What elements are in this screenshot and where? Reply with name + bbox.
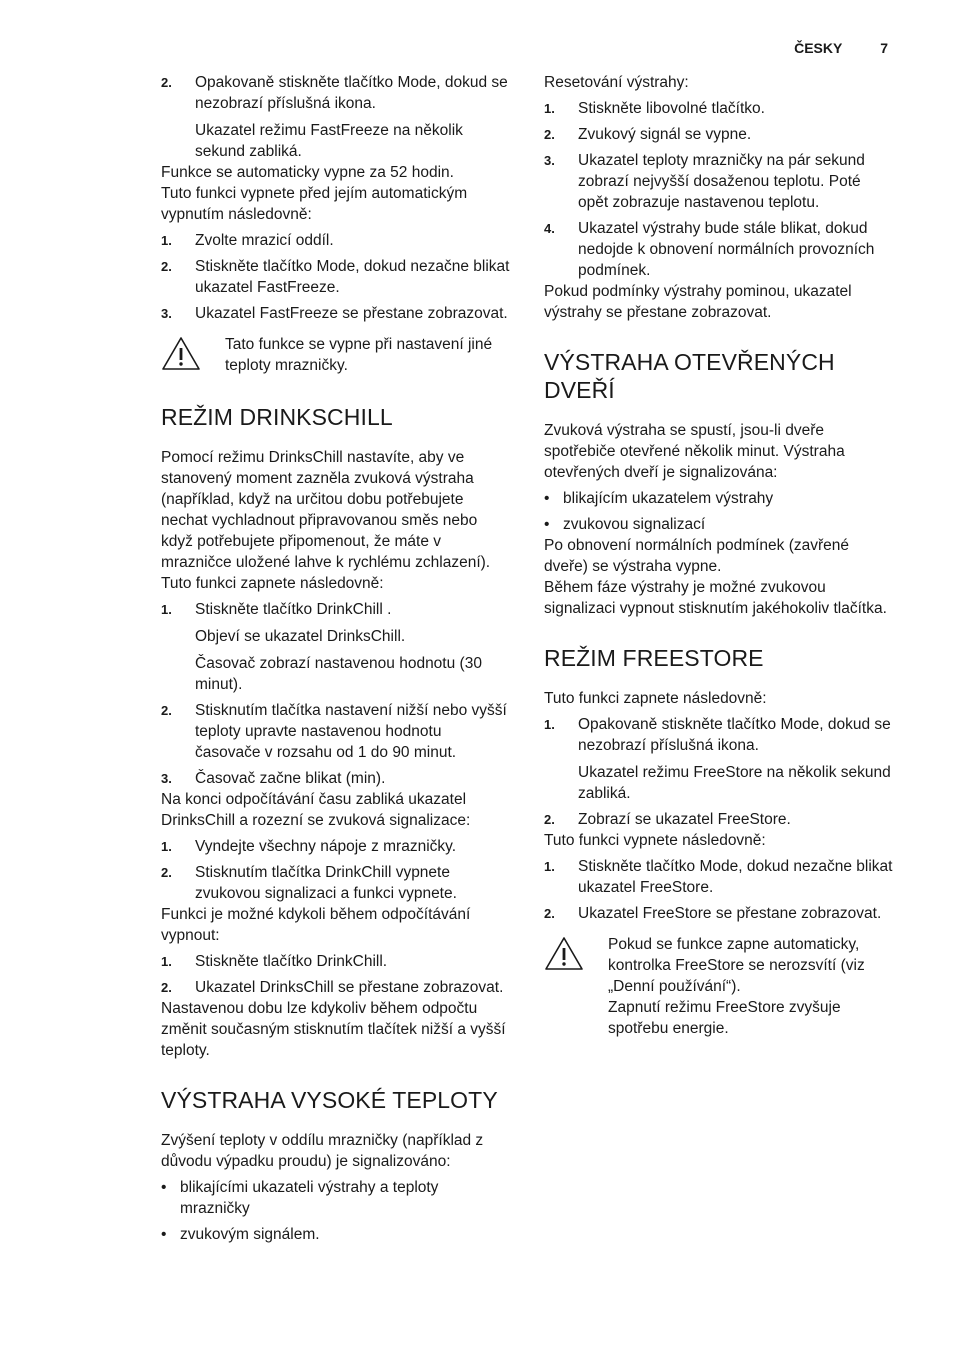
step-text: Opakovaně stiskněte tlačítko Mode, dokud se nezobrazí příslušná ikona. xyxy=(195,74,508,112)
section-title: VÝSTRAHA VYSOKÉ TEPLOTY xyxy=(161,1087,498,1113)
bullet-item xyxy=(161,1224,511,1245)
paragraph: Funkce se automaticky vypne za 52 hodin. xyxy=(161,164,454,181)
paragraph: Funkci je možné kdykoli během odpočítávání vypnout: xyxy=(161,906,471,944)
step-text: Vyndejte všechny nápoje z mrazničky. xyxy=(195,838,457,855)
paragraph: Pokud podmínky výstrahy pominou, ukazatel výstrahy se přestane zobrazovat. xyxy=(544,283,852,321)
warning-text: Tato funkce se vypne při nastavení jiné teploty mrazničky. xyxy=(225,336,493,374)
step-text: Stiskněte tlačítko Mode, dokud nezačne blikat ukazatel FastFreeze. xyxy=(195,258,510,296)
paragraph: Tuto funkci vypnete před jejím automatickým vypnutím následovně: xyxy=(161,185,468,223)
step-note: Časovač zobrazí nastavenou hodnotu (30 minut). xyxy=(195,655,482,693)
step-text: Stiskněte tlačítko DrinkChill . xyxy=(195,601,392,618)
bullet-item xyxy=(544,488,894,509)
warning-body xyxy=(608,934,894,1039)
list-item xyxy=(161,303,511,324)
step-number: 3. xyxy=(161,771,172,786)
step-text: Ukazatel výstrahy bude stále blikat, dokud nedojde k obnovení normálních provozních podmínek. xyxy=(578,220,875,279)
step-number: 1. xyxy=(161,954,172,969)
step-number: 4. xyxy=(544,221,555,236)
warning-icon xyxy=(161,334,225,378)
list-item xyxy=(544,218,894,281)
paragraph: Tuto funkci zapnete následovně: xyxy=(161,575,384,592)
warning-text: Zapnutí režimu FreeStore zvyšuje spotřebu energie. xyxy=(608,999,841,1037)
step-note: Objeví se ukazatel DrinksChill. xyxy=(195,628,406,645)
step-number: 3. xyxy=(544,153,555,168)
step-text: Zvolte mrazicí oddíl. xyxy=(195,232,334,249)
list-item xyxy=(161,700,511,763)
paragraph: Nastavenou dobu lze kdykoliv během odpočtu změnit současným stisknutím tlačítek nižší a vyšší teploty. xyxy=(161,1000,506,1059)
step-number: 1. xyxy=(544,717,555,732)
step-number: 1. xyxy=(544,101,555,116)
list-item xyxy=(544,809,894,830)
step-note: Ukazatel režimu FastFreeze na několik sekund zabliká. xyxy=(195,122,463,160)
step-text: Ukazatel DrinksChill se přestane zobrazovat. xyxy=(195,979,504,996)
step-text: Stiskněte tlačítko DrinkChill. xyxy=(195,953,388,970)
section-title: REŽIM FREESTORE xyxy=(544,645,764,671)
list-item xyxy=(161,951,511,972)
step-text: Zobrazí se ukazatel FreeStore. xyxy=(578,811,791,828)
step-number: 2. xyxy=(161,75,172,90)
list-item xyxy=(544,124,894,145)
step-number: 2. xyxy=(161,980,172,995)
step-text: Ukazatel FreeStore se přestane zobrazovat. xyxy=(578,905,882,922)
step-text: Zvukový signál se vypne. xyxy=(578,126,752,143)
paragraph: Tuto funkci zapnete následovně: xyxy=(544,690,767,707)
step-number: 2. xyxy=(544,127,555,142)
section-title: VÝSTRAHA OTEVŘENÝCH DVEŘÍ xyxy=(544,349,835,403)
step-number: 3. xyxy=(161,306,172,321)
list-item xyxy=(161,977,511,998)
page-header xyxy=(794,38,888,58)
list-item xyxy=(161,256,511,298)
paragraph: Pomocí režimu DrinksChill nastavíte, aby ve stanovený moment zazněla zvuková výstraha (například, když na určitou dobu potřebujete nechat vychladnout připravovanou směs nebo když potřebujete připomenout, že máte v mrazničce uložené lahve k rychlému zchlazení). xyxy=(161,449,491,571)
step-number: 1. xyxy=(544,859,555,874)
language-label: ČESKY xyxy=(794,40,843,56)
list-item xyxy=(161,836,511,857)
step-number: 1. xyxy=(161,233,172,248)
step-text: Stisknutím tlačítka nastavení nižší nebo vyšší teploty upravte nastavenou hodnotu časovače v rozsahu od 1 do 90 minut. xyxy=(195,702,507,761)
list-item xyxy=(161,230,511,251)
list-item xyxy=(544,98,894,119)
list-item xyxy=(161,768,511,789)
step-text: Ukazatel teploty mrazničky na pár sekund zobrazí nejvyšší dosaženou teplotu. Poté opět zobrazuje nastavenou teplotu. xyxy=(578,152,865,211)
warning-icon xyxy=(544,934,608,1039)
list-item xyxy=(161,72,511,114)
list-item xyxy=(544,856,894,898)
step-number: 2. xyxy=(161,865,172,880)
warning-text: Pokud se funkce zapne automaticky, kontrolka FreeStore se nerozsvítí (viz „Denní používání“). xyxy=(608,936,865,995)
step-number: 2. xyxy=(544,906,555,921)
paragraph: Během fáze výstrahy je možné zvukovou signalizaci vypnout stisknutím jakéhokoliv tlačítka. xyxy=(544,579,887,617)
section-title: REŽIM DRINKSCHILL xyxy=(161,404,393,430)
paragraph: Zvuková výstraha se spustí, jsou-li dveře spotřebiče otevřené několik minut. Výstraha otevřených dveří je signalizována: xyxy=(544,422,845,481)
bullet-item xyxy=(161,1177,511,1219)
step-note: Ukazatel režimu FreeStore na několik sekund zabliká. xyxy=(578,764,891,802)
right-column xyxy=(544,72,894,1039)
bullet-text: blikajícím ukazatelem výstrahy xyxy=(563,490,774,507)
list-item xyxy=(544,714,894,756)
step-number: 2. xyxy=(161,259,172,274)
step-text: Stisknutím tlačítka DrinkChill vypnete zvukovou signalizaci a funkci vypnete. xyxy=(195,864,457,902)
bullet-text: blikajícími ukazateli výstrahy a teploty mrazničky xyxy=(180,1179,439,1217)
list-item xyxy=(161,862,511,904)
step-number: 2. xyxy=(544,812,555,827)
paragraph: Tuto funkci vypnete následovně: xyxy=(544,832,766,849)
step-number: 1. xyxy=(161,602,172,617)
step-text: Časovač začne blikat (min). xyxy=(195,770,386,787)
bullet-item xyxy=(544,514,894,535)
step-text: Ukazatel FastFreeze se přestane zobrazovat. xyxy=(195,305,508,322)
bullet-text: zvukovou signalizací xyxy=(563,516,706,533)
step-text: Stiskněte libovolné tlačítko. xyxy=(578,100,765,117)
left-column xyxy=(161,72,511,1245)
step-text: Stiskněte tlačítko Mode, dokud nezačne blikat ukazatel FreeStore. xyxy=(578,858,893,896)
warning-note xyxy=(161,334,511,378)
list-item xyxy=(544,150,894,213)
bullet-mark: • xyxy=(544,516,550,533)
bullet-mark: • xyxy=(161,1179,167,1196)
list-item xyxy=(161,599,511,620)
paragraph: Zvýšení teploty v oddílu mrazničky (například z důvodu výpadku proudu) je signalizováno: xyxy=(161,1132,484,1170)
bullet-text: zvukovým signálem. xyxy=(180,1226,320,1243)
step-number: 2. xyxy=(161,703,172,718)
step-number: 1. xyxy=(161,839,172,854)
bullet-mark: • xyxy=(161,1226,167,1243)
bullet-mark: • xyxy=(544,490,550,507)
paragraph: Resetování výstrahy: xyxy=(544,74,689,91)
warning-note xyxy=(544,934,894,1039)
page-number: 7 xyxy=(880,40,888,56)
paragraph: Na konci odpočítávání času zabliká ukazatel DrinksChill a rozezní se zvuková signalizace: xyxy=(161,791,471,829)
paragraph: Po obnovení normálních podmínek (zavřené dveře) se výstraha vypne. xyxy=(544,537,850,575)
step-text: Opakovaně stiskněte tlačítko Mode, dokud se nezobrazí příslušná ikona. xyxy=(578,716,891,754)
list-item xyxy=(544,903,894,924)
